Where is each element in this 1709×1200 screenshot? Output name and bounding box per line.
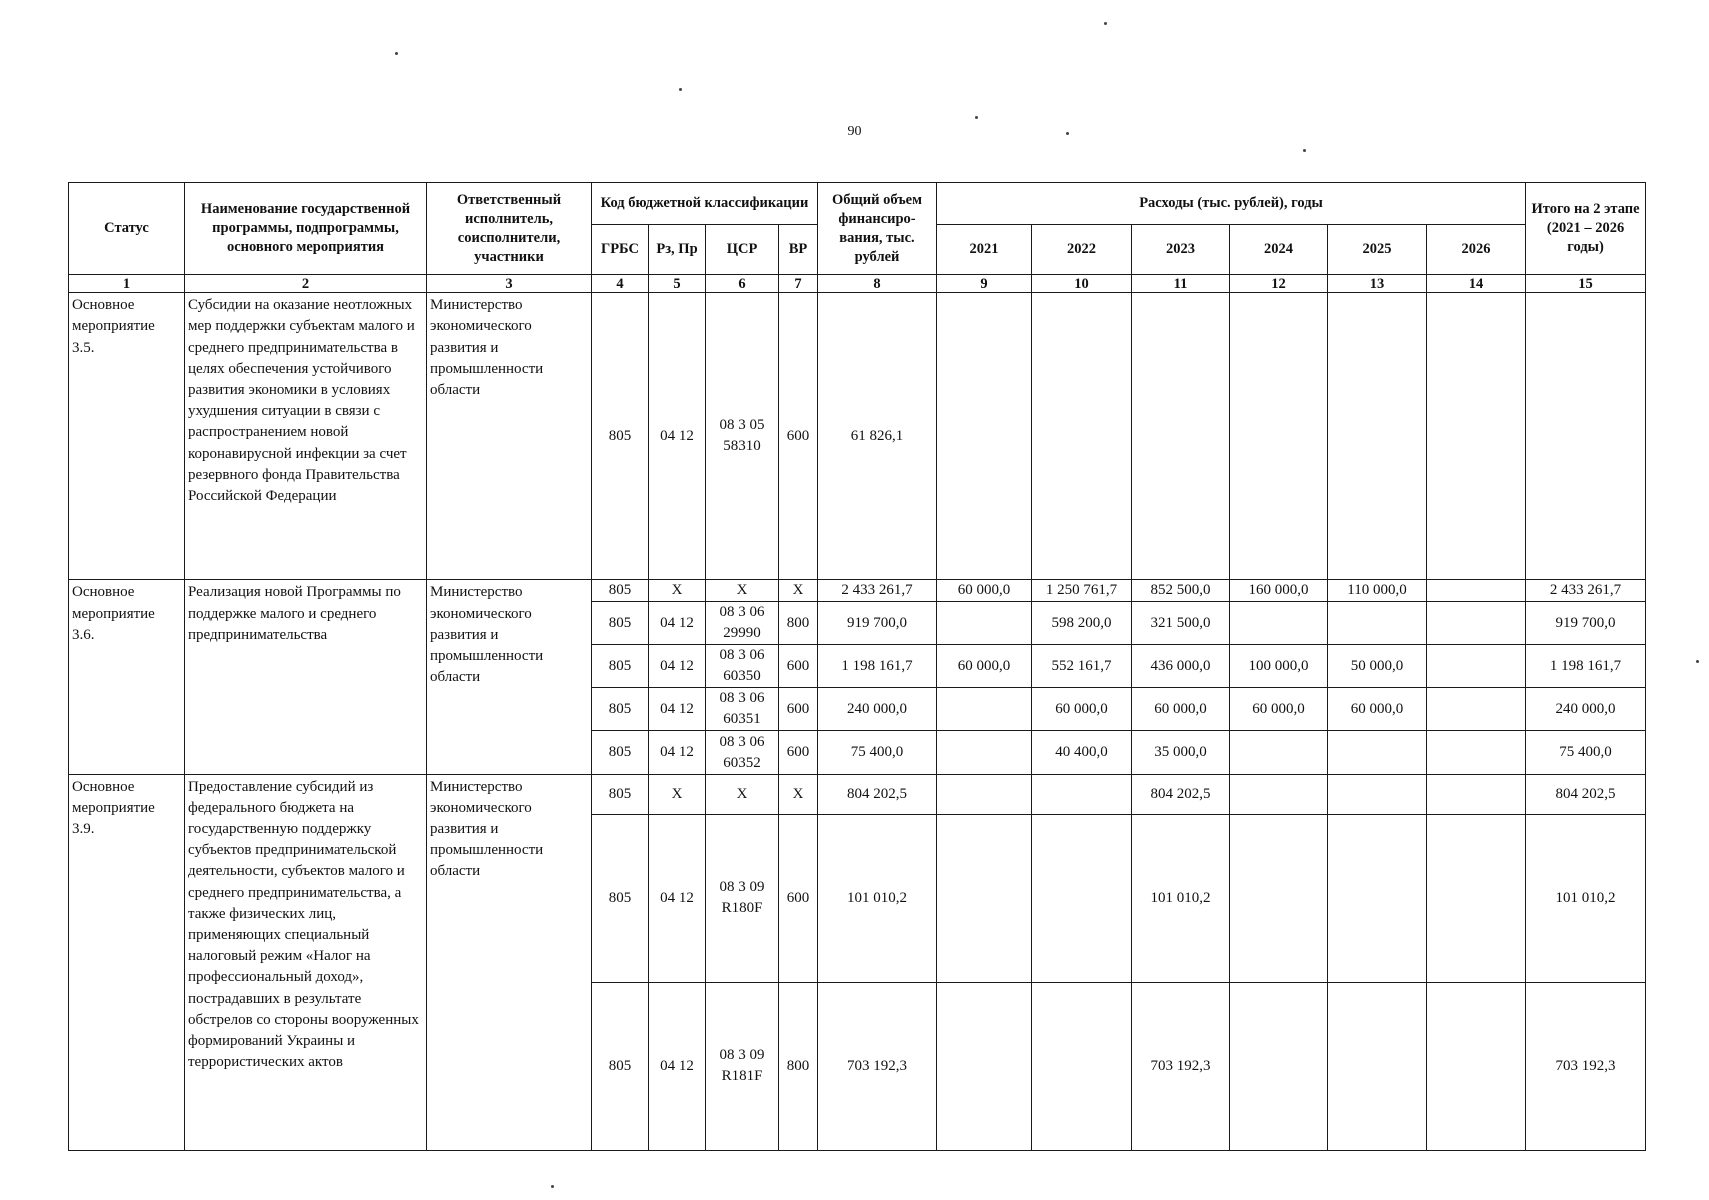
cell-2026	[1427, 293, 1526, 580]
row-executor: Министерство экономического развития и промышленности области	[427, 293, 592, 580]
cell-rzpr: 04 12	[649, 688, 706, 731]
cell-vr: 600	[779, 645, 818, 688]
cell-total: 1 198 161,7	[818, 645, 937, 688]
row-name: Предоставление субсидий из федерального бюджета на государственную поддержку субъектов предпринимательской деятельности, субъектов малого и среднего предпринимательства, а также физических лиц, применяющих специальный налоговый режим «Налог на профессиональный доход», пострадавших в результате обстрелов со стороны вооруженных формирований Украины и террористических актов	[185, 774, 427, 1150]
cell-2023: 101 010,2	[1132, 814, 1230, 982]
cell-grbs: 805	[592, 814, 649, 982]
cell-stage-total: 101 010,2	[1526, 814, 1646, 982]
header-year-2021: 2021	[937, 225, 1032, 275]
scan-speck	[679, 88, 682, 91]
cell-csr: 08 3 06 60352	[706, 731, 779, 774]
cell-2022: 552 161,7	[1032, 645, 1132, 688]
cell-2026	[1427, 688, 1526, 731]
cell-vr: Х	[779, 774, 818, 814]
cell-2025	[1328, 774, 1427, 814]
header-budget-code: Код бюджетной классификации	[592, 183, 818, 225]
cell-2024: 160 000,0	[1230, 580, 1328, 602]
cell-grbs: 805	[592, 602, 649, 645]
cell-total: 75 400,0	[818, 731, 937, 774]
cell-2024	[1230, 814, 1328, 982]
cell-csr: 08 3 05 58310	[706, 293, 779, 580]
header-expenses: Расходы (тыс. рублей), годы	[937, 183, 1526, 225]
cell-2024	[1230, 293, 1328, 580]
cell-csr: Х	[706, 580, 779, 602]
cell-rzpr: 04 12	[649, 731, 706, 774]
cell-rzpr: 04 12	[649, 982, 706, 1150]
cell-2026	[1427, 774, 1526, 814]
cell-2023: 321 500,0	[1132, 602, 1230, 645]
cell-2021	[937, 688, 1032, 731]
cell-vr: Х	[779, 580, 818, 602]
cell-vr: 600	[779, 688, 818, 731]
cell-grbs: 805	[592, 731, 649, 774]
cell-total: 703 192,3	[818, 982, 937, 1150]
cell-2021: 60 000,0	[937, 580, 1032, 602]
cell-rzpr: 04 12	[649, 293, 706, 580]
cell-stage-total	[1526, 293, 1646, 580]
cell-2025: 110 000,0	[1328, 580, 1427, 602]
cell-2026	[1427, 814, 1526, 982]
cell-2022: 40 400,0	[1032, 731, 1132, 774]
cell-2022: 1 250 761,7	[1032, 580, 1132, 602]
header-rzpr: Рз, Пр	[649, 225, 706, 275]
column-number: 15	[1526, 275, 1646, 293]
cell-2025	[1328, 982, 1427, 1150]
column-number: 6	[706, 275, 779, 293]
cell-rzpr: Х	[649, 774, 706, 814]
cell-stage-total: 240 000,0	[1526, 688, 1646, 731]
cell-stage-total: 1 198 161,7	[1526, 645, 1646, 688]
cell-stage-total: 703 192,3	[1526, 982, 1646, 1150]
row-executor: Министерство экономического развития и промышленности области	[427, 774, 592, 1150]
row-name: Реализация новой Программы по поддержке малого и среднего предпринимательства	[185, 580, 427, 774]
header-name: Наименование государственной программы, подпрограммы, основного мероприятия	[185, 183, 427, 275]
cell-2025	[1328, 731, 1427, 774]
column-number: 2	[185, 275, 427, 293]
cell-stage-total: 804 202,5	[1526, 774, 1646, 814]
scan-speck	[395, 52, 398, 55]
budget-table-wrapper	[68, 182, 1645, 1151]
cell-2023: 852 500,0	[1132, 580, 1230, 602]
cell-2023	[1132, 293, 1230, 580]
column-number: 4	[592, 275, 649, 293]
header-status: Статус	[69, 183, 185, 275]
budget-table	[68, 182, 1646, 1151]
cell-vr: 800	[779, 602, 818, 645]
cell-rzpr: 04 12	[649, 814, 706, 982]
header-year-2022: 2022	[1032, 225, 1132, 275]
page-number: 90	[847, 124, 862, 139]
cell-stage-total: 75 400,0	[1526, 731, 1646, 774]
header-year-2024: 2024	[1230, 225, 1328, 275]
column-number-row	[69, 275, 1646, 293]
column-number: 12	[1230, 275, 1328, 293]
cell-2023: 35 000,0	[1132, 731, 1230, 774]
cell-vr: 600	[779, 814, 818, 982]
cell-csr: 08 3 06 29990	[706, 602, 779, 645]
cell-2025: 60 000,0	[1328, 688, 1427, 731]
scan-speck	[1696, 660, 1699, 663]
header-total-volume: Общий объем финансиро-вания, тыс. рублей	[818, 183, 937, 275]
cell-2023: 703 192,3	[1132, 982, 1230, 1150]
cell-total: 919 700,0	[818, 602, 937, 645]
cell-2026	[1427, 731, 1526, 774]
cell-csr: 08 3 06 60350	[706, 645, 779, 688]
cell-total: 61 826,1	[818, 293, 937, 580]
cell-total: 804 202,5	[818, 774, 937, 814]
cell-csr: Х	[706, 774, 779, 814]
cell-2021	[937, 602, 1032, 645]
cell-2021: 60 000,0	[937, 645, 1032, 688]
cell-2022	[1032, 293, 1132, 580]
scan-speck	[1104, 22, 1107, 25]
header-year-2025: 2025	[1328, 225, 1427, 275]
cell-2024	[1230, 731, 1328, 774]
cell-csr: 08 3 09 R180F	[706, 814, 779, 982]
cell-2026	[1427, 580, 1526, 602]
cell-2023: 804 202,5	[1132, 774, 1230, 814]
row-status: Основное мероприятие 3.6.	[69, 580, 185, 774]
cell-2025: 50 000,0	[1328, 645, 1427, 688]
header-grbs: ГРБС	[592, 225, 649, 275]
cell-rzpr: 04 12	[649, 645, 706, 688]
cell-vr: 800	[779, 982, 818, 1150]
cell-rzpr: 04 12	[649, 602, 706, 645]
cell-2022	[1032, 982, 1132, 1150]
cell-2021	[937, 774, 1032, 814]
cell-2026	[1427, 645, 1526, 688]
row-name: Субсидии на оказание неотложных мер поддержки субъектам малого и среднего предпринимательства в целях обеспечения устойчивого развития экономики в условиях ухудшения ситуации в связи с распространением новой коронавирусной инфекции за счет резервного фонда Правительства Российской Федерации	[185, 293, 427, 580]
cell-total: 2 433 261,7	[818, 580, 937, 602]
scan-speck	[1303, 149, 1306, 152]
cell-2021	[937, 293, 1032, 580]
row-status: Основное мероприятие 3.9.	[69, 774, 185, 1150]
cell-grbs: 805	[592, 688, 649, 731]
column-number: 1	[69, 275, 185, 293]
cell-2025	[1328, 293, 1427, 580]
cell-vr: 600	[779, 731, 818, 774]
cell-2021	[937, 814, 1032, 982]
cell-2025	[1328, 814, 1427, 982]
cell-stage-total: 2 433 261,7	[1526, 580, 1646, 602]
cell-2022: 598 200,0	[1032, 602, 1132, 645]
cell-grbs: 805	[592, 293, 649, 580]
cell-2022	[1032, 774, 1132, 814]
header-csr: ЦСР	[706, 225, 779, 275]
column-number: 13	[1328, 275, 1427, 293]
cell-grbs: 805	[592, 982, 649, 1150]
cell-2022	[1032, 814, 1132, 982]
row-executor: Министерство экономического развития и промышленности области	[427, 580, 592, 774]
cell-2024: 60 000,0	[1230, 688, 1328, 731]
cell-total: 101 010,2	[818, 814, 937, 982]
cell-2026	[1427, 602, 1526, 645]
column-number: 11	[1132, 275, 1230, 293]
cell-2023: 436 000,0	[1132, 645, 1230, 688]
cell-grbs: 805	[592, 580, 649, 602]
column-number: 14	[1427, 275, 1526, 293]
cell-stage-total: 919 700,0	[1526, 602, 1646, 645]
cell-2022: 60 000,0	[1032, 688, 1132, 731]
cell-total: 240 000,0	[818, 688, 937, 731]
cell-2025	[1328, 602, 1427, 645]
cell-rzpr: Х	[649, 580, 706, 602]
cell-2024	[1230, 982, 1328, 1150]
cell-csr: 08 3 09 R181F	[706, 982, 779, 1150]
cell-2024: 100 000,0	[1230, 645, 1328, 688]
cell-2024	[1230, 602, 1328, 645]
cell-2021	[937, 982, 1032, 1150]
table-row	[69, 293, 1646, 580]
header-year-2023: 2023	[1132, 225, 1230, 275]
cell-2026	[1427, 982, 1526, 1150]
header-stage-total: Итого на 2 этапе (2021 – 2026 годы)	[1526, 183, 1646, 275]
column-number: 8	[818, 275, 937, 293]
scan-speck	[975, 116, 978, 119]
cell-grbs: 805	[592, 645, 649, 688]
cell-2023: 60 000,0	[1132, 688, 1230, 731]
row-status: Основное мероприятие 3.5.	[69, 293, 185, 580]
column-number: 3	[427, 275, 592, 293]
header-executor: Ответственный исполнитель, соисполнители, участники	[427, 183, 592, 275]
header-year-2026: 2026	[1427, 225, 1526, 275]
scan-speck	[1066, 132, 1069, 135]
table-row	[69, 580, 1646, 602]
cell-2024	[1230, 774, 1328, 814]
column-number: 9	[937, 275, 1032, 293]
cell-vr: 600	[779, 293, 818, 580]
cell-2021	[937, 731, 1032, 774]
table-row	[69, 774, 1646, 814]
column-number: 5	[649, 275, 706, 293]
column-number: 7	[779, 275, 818, 293]
column-number: 10	[1032, 275, 1132, 293]
cell-csr: 08 3 06 60351	[706, 688, 779, 731]
scan-speck	[551, 1185, 554, 1188]
header-vr: ВР	[779, 225, 818, 275]
cell-grbs: 805	[592, 774, 649, 814]
